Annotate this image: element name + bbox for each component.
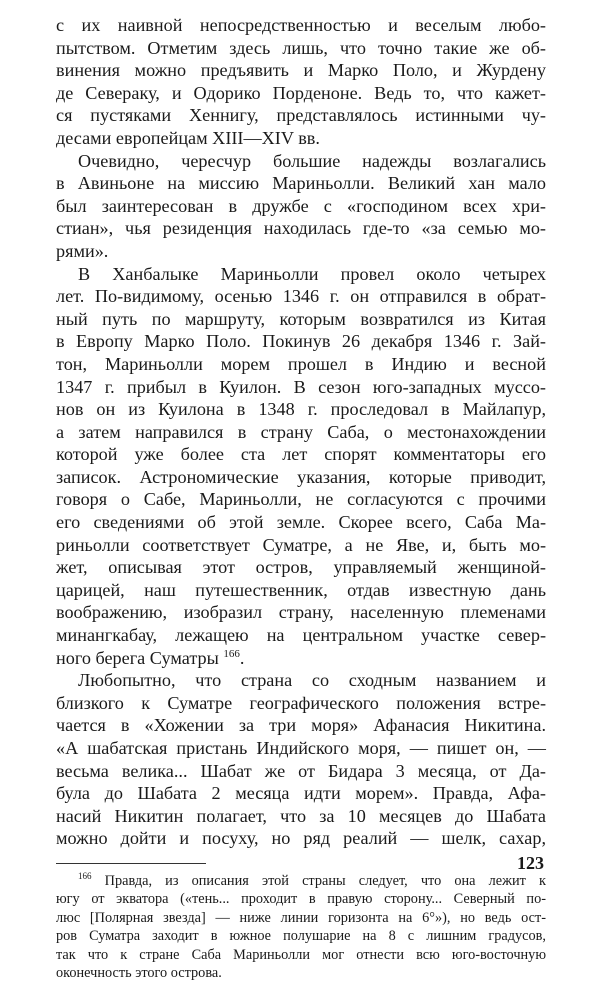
footnote-line: так что к стране Саба Мариньолли мог отнести всю юго-восточную [56, 946, 546, 963]
page-body [56, 14, 546, 982]
text-line: чается в «Хожении за три моря» Афанасия Никитина. [56, 715, 546, 736]
text-line: которой уже более ста лет спорят комментаторы его [56, 444, 546, 465]
text-line: а затем направился в страну Саба, о местонахождении [56, 421, 546, 442]
text-line: записок. Астрономические указания, которые приводит, [56, 466, 546, 487]
text-line: говоря о Сабе, Мариньолли, не согласуются с прочими [56, 489, 546, 510]
text-line-content: ного берега Суматры [56, 647, 219, 668]
footnote-line: люс [Полярная звезда] — ниже линии горизонта на 6°»), но ведь ост- [56, 909, 546, 926]
text-line: минангкабау, лежащею на центральном участке север- [56, 625, 546, 646]
footnote-number: 166 [78, 871, 92, 882]
paragraph-3 [56, 263, 546, 670]
text-line: воображению, изобразил страну, населенную племенами [56, 602, 546, 623]
text-line: Очевидно, чересчур большие надежды возлагались [78, 150, 546, 171]
paragraph-1 [56, 14, 546, 150]
text-line: насий Никитин полагает, что за 10 месяцев до Шабата [56, 805, 546, 826]
paragraph-2 [56, 150, 546, 263]
text-line: була до Шабата 2 месяца идти морем». Правда, Афа- [56, 783, 546, 804]
text-line: пытством. Отметим здесь лишь, что точно такие же об- [56, 37, 546, 58]
text-line: рями». [56, 240, 109, 261]
text-line: весьма велика... Шабат же от Бидара 3 месяца, от Да- [56, 760, 546, 781]
text-line: тон, Мариньолли морем прошел в Индию и весной [56, 353, 546, 374]
footnote-ref[interactable]: 166 [223, 647, 240, 660]
text-line: царицей, наш путешественник, отдав известную дань [56, 579, 546, 600]
page-number: 123 [517, 853, 544, 873]
text-line: с их наивной непосредственностью и веселым любо- [56, 15, 546, 35]
text-line: Любопытно, что страна со сходным названием и [78, 670, 546, 691]
text-line: близкого к Суматре географического положения встре- [56, 692, 546, 713]
footnote-line-content: Правда, из описания этой страны следует, что она лежит к [104, 872, 546, 889]
text-line: риньолли соответствует Суматре, а не Яве, и, быть мо- [56, 534, 546, 555]
footnote [56, 872, 546, 982]
footnote-line [56, 872, 546, 890]
text-line: ся пустяками Хеннигу, представлялось истинными чу- [56, 105, 546, 126]
text-line: стиан», чья резиденция находилась где-то «за семью мо- [56, 218, 546, 239]
paragraph-4 [56, 669, 546, 850]
text-line: ный путь по маршруту, которым возвратился из Китая [56, 308, 546, 329]
text-line: десами европейцам XIII—XIV вв. [56, 127, 320, 148]
text-line: винения можно предъявить и Марко Поло, и Журдену [56, 60, 546, 81]
text-line: нов он из Куилона в 1348 г. проследовал в Майлапур, [56, 399, 546, 420]
text-line: де Севераку, и Одорико Порденоне. Ведь то, что кажет- [56, 82, 546, 103]
footnote-divider [56, 863, 206, 864]
text-line: ного берега Суматры $^{166}$. [56, 647, 245, 668]
text-line: жет, описывая этот остров, управляемый женщиной- [56, 557, 546, 578]
text-line: В Ханбалыке Мариньолли провел около четырех [78, 263, 546, 284]
text-line: его сведениями об этой земле. Скорее всего, Саба Ма- [56, 512, 546, 533]
text-line: в Авиньоне на миссию Мариньолли. Великий хан мало [56, 173, 546, 194]
footnote-line: ров Суматра заходит в южное полушарие на 8 с лишним градусов, [56, 928, 546, 945]
text-line: можно дойти и посуху, но ряд реалий — шелк, сахар, [56, 828, 546, 849]
text-line: в Европу Марко Поло. Покинув 26 декабря 1346 г. Зай- [56, 331, 546, 352]
text-line: лет. По-видимому, осенью 1346 г. он отправился в обрат- [56, 286, 546, 307]
text-line: 1347 г. прибыл в Куилон. В сезон юго-западных муссо- [56, 376, 546, 397]
text-line: «А шабатская пристань Индийского моря, — пишет он, — [56, 738, 546, 758]
text-line: был заинтересован в дружбе с «господином всех хри- [56, 195, 546, 216]
footnote-line: оконечность этого острова. [56, 964, 222, 981]
footnote-line: югу от экватора («тень... проходит в правую сторону... Северный по- [56, 891, 546, 908]
